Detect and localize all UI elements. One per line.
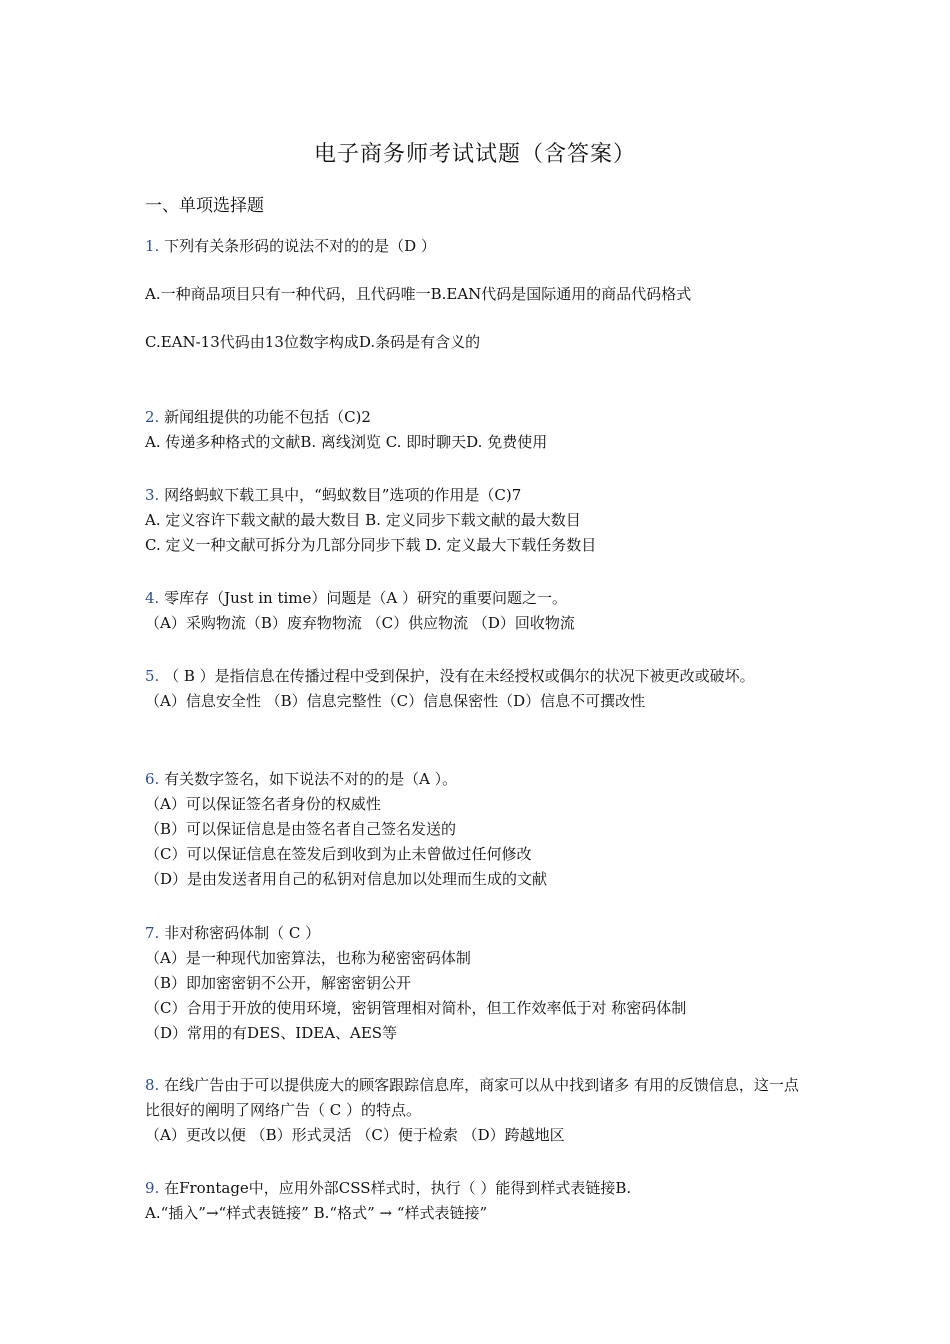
question-number: 2. [145, 408, 160, 426]
option-line: A. 定义容许下载文献的最大数目 B. 定义同步下载文献的最大数目 [145, 511, 581, 529]
option-line: （A）更改以便 （B）形式灵活 （C）便于检索 （D）跨越地区 [145, 1126, 565, 1144]
question-3 [145, 483, 810, 558]
question-text: 零库存（Just in time）问题是（A ）研究的重要问题之一。 [159, 589, 568, 607]
question-1-option-line-1 [145, 282, 810, 307]
question-number: 8. [145, 1076, 160, 1094]
question-7 [145, 921, 810, 1046]
question-number: 9. [145, 1179, 160, 1197]
option-line: （B）即加密密钥不公开，解密密钥公开 [145, 974, 412, 992]
option-line: （B）可以保证信息是由签名者自己签名发送的 [145, 820, 457, 838]
question-stem [145, 664, 810, 689]
option-line: C.EAN-13代码由13位数字构成D.条码是有含义的 [145, 333, 481, 351]
question-number: 5. [145, 667, 160, 685]
option-line: A.一种商品项目只有一种代码，且代码唯一B.EAN代码是国际通用的商品代码格式 [145, 285, 692, 303]
option-line: A. 传递多种格式的文献B. 离线浏览 C. 即时聊天D. 免费使用 [145, 433, 548, 451]
question-number: 6. [145, 770, 160, 788]
option-line: （A）采购物流（B）废弃物物流 （C）供应物流 （D）回收物流 [145, 614, 575, 632]
option-line: （D）常用的有DES、IDEA、AES等 [145, 1024, 398, 1042]
option-line: （A）信息安全性 （B）信息完整性（C）信息保密性（D）信息不可撰改性 [145, 692, 646, 710]
option-line: （A）可以保证签名者身份的权威性 [145, 795, 381, 813]
question-1 [145, 234, 810, 259]
question-number: 1. [145, 237, 160, 255]
question-text: 在Frontage中，应用外部CSS样式时，执行（ ）能得到样式表链接B. [159, 1179, 632, 1197]
question-stem [145, 921, 810, 946]
question-stem [145, 1176, 810, 1201]
option-line: A.“插入”→“样式表链接” B.“格式” → “样式表链接” [145, 1204, 488, 1222]
question-text: 在线广告由于可以提供庞大的顾客跟踪信息库，商家可以从中找到诸多 有用的反馈信息，这一点比很好的阐明了网络广告（ C ）的特点。 [145, 1076, 799, 1119]
question-text: 新闻组提供的功能不包括（C)2 [159, 408, 371, 426]
question-stem [145, 405, 810, 430]
question-text: 有关数字签名，如下说法不对的的是（A ）。 [159, 770, 458, 788]
question-text: （ B ）是指信息在传播过程中受到保护，没有在未经授权或偶尔的状况下被更改或破坏。 [159, 667, 755, 685]
question-number: 7. [145, 924, 160, 942]
option-line: （A）是一种现代加密算法，也称为秘密密码体制 [145, 949, 471, 967]
question-text: 非对称密码体制（ C ） [159, 924, 321, 942]
question-4 [145, 586, 810, 636]
section-heading: 一、单项选择题 [145, 196, 264, 216]
question-5 [145, 664, 810, 714]
question-2 [145, 405, 810, 455]
option-line: C. 定义一种文献可拆分为几部分同步下载 D. 定义最大下载任务数目 [145, 536, 597, 554]
question-8 [145, 1073, 810, 1148]
question-stem [145, 767, 810, 792]
question-stem [145, 234, 810, 259]
question-number: 4. [145, 589, 160, 607]
question-number: 3. [145, 486, 160, 504]
option-line: （C）合用于开放的使用环境，密钥管理相对简朴，但工作效率低于对 称密码体制 [145, 999, 687, 1017]
question-1-option-line-2 [145, 330, 810, 355]
question-9 [145, 1176, 810, 1226]
question-stem [145, 1073, 810, 1123]
page-title: 电子商务师考试试题（含答案） [313, 142, 636, 167]
option-line: （D）是由发送者用自己的私钥对信息加以处理而生成的文献 [145, 870, 548, 888]
option-line: （C）可以保证信息在签发后到收到为止未曾做过任何修改 [145, 845, 532, 863]
question-text: 网络蚂蚁下载工具中，“蚂蚁数目”选项的作用是（C)7 [159, 486, 522, 504]
question-stem [145, 586, 810, 611]
question-text: 下列有关条形码的说法不对的的是（D ） [159, 237, 436, 255]
question-stem [145, 483, 810, 508]
question-6 [145, 767, 810, 892]
